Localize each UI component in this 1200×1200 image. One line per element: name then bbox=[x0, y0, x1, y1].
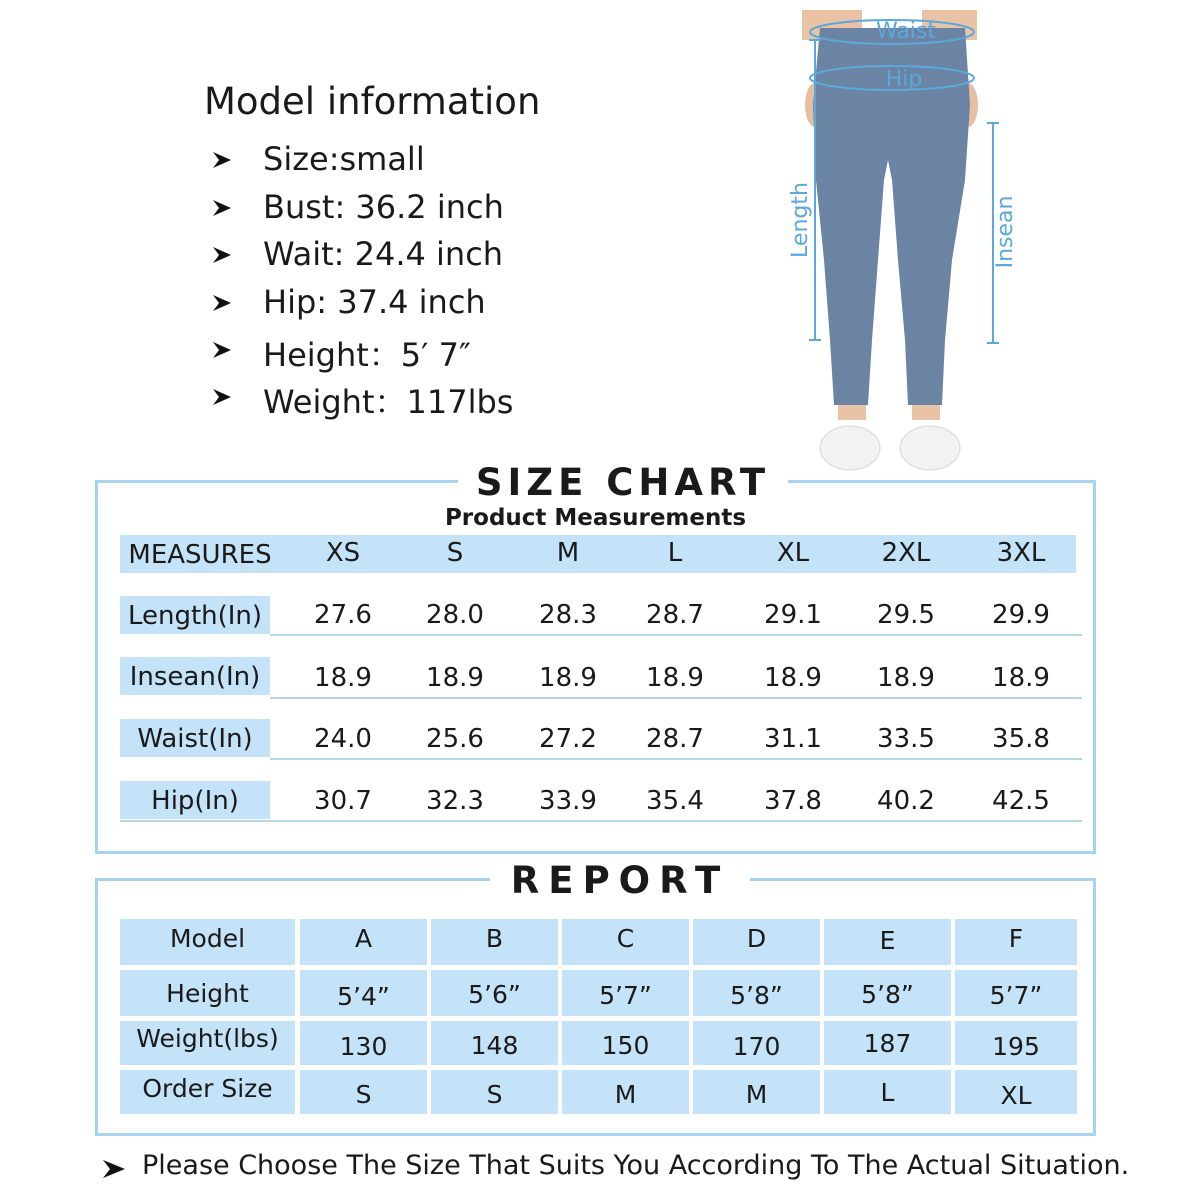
report-cell: 148 bbox=[431, 1021, 558, 1065]
table-cell: 42.5 bbox=[992, 786, 1050, 816]
table-cell: 40.2 bbox=[877, 786, 935, 816]
header-size-l: L bbox=[667, 538, 683, 568]
table-cell: 32.3 bbox=[426, 786, 484, 816]
header-size-2xl: 2XL bbox=[881, 538, 931, 568]
report-cell: S bbox=[431, 1070, 558, 1114]
report-cell: F bbox=[955, 919, 1077, 965]
table-cell: 28.7 bbox=[646, 724, 704, 754]
row-label-waist: Waist(In) bbox=[120, 719, 270, 757]
report-cell: M bbox=[562, 1070, 689, 1114]
row-divider bbox=[120, 820, 1082, 822]
model-info-title: Model information bbox=[204, 80, 541, 123]
report-cell: 187 bbox=[824, 1021, 951, 1065]
report-cell: D bbox=[693, 919, 820, 965]
arrow-bullet-icon bbox=[212, 340, 232, 360]
header-size-xs: XS bbox=[325, 538, 361, 568]
report-cell: C bbox=[562, 919, 689, 965]
header-size-s: S bbox=[446, 538, 464, 568]
row-label-length: Length(In) bbox=[120, 596, 270, 634]
table-cell: 33.9 bbox=[539, 786, 597, 816]
size-chart-subtitle: Product Measurements bbox=[444, 505, 747, 531]
report-cell: 195 bbox=[955, 1021, 1077, 1065]
report-cell: A bbox=[300, 919, 427, 965]
report-cell: L bbox=[824, 1070, 951, 1114]
leggings-model-image bbox=[780, 10, 1040, 472]
table-cell: 29.9 bbox=[992, 600, 1050, 630]
table-cell: 18.9 bbox=[764, 663, 822, 693]
table-cell: 30.7 bbox=[314, 786, 372, 816]
waist-label: Waist bbox=[875, 19, 937, 44]
table-cell: 28.3 bbox=[539, 600, 597, 630]
arrow-bullet-icon bbox=[212, 150, 232, 170]
table-cell: 24.0 bbox=[314, 724, 372, 754]
header-measures: MEASURES bbox=[128, 540, 272, 570]
table-cell: 27.6 bbox=[314, 600, 372, 630]
table-cell: 18.9 bbox=[539, 663, 597, 693]
report-cell: XL bbox=[955, 1070, 1077, 1114]
report-label-model: Model bbox=[120, 919, 295, 965]
sneakers bbox=[820, 426, 960, 470]
arrow-bullet-icon bbox=[212, 198, 232, 218]
table-cell: 33.5 bbox=[877, 724, 935, 754]
table-cell: 29.5 bbox=[877, 600, 935, 630]
table-cell: 31.1 bbox=[764, 724, 822, 754]
report-panel bbox=[95, 859, 1096, 1136]
table-cell: 37.8 bbox=[764, 786, 822, 816]
arrow-bullet-icon bbox=[212, 245, 232, 265]
row-divider bbox=[270, 697, 1082, 699]
table-cell: 25.6 bbox=[426, 724, 484, 754]
report-label-order-size: Order Size bbox=[120, 1070, 295, 1114]
report-cell: S bbox=[300, 1070, 427, 1114]
arrow-bullet-icon bbox=[212, 387, 232, 407]
hip-label: Hip bbox=[885, 67, 923, 92]
report-cell: 5’6” bbox=[431, 970, 558, 1016]
report-cell: 5’4” bbox=[300, 970, 427, 1016]
length-label: Length bbox=[788, 182, 813, 258]
report-label-weight: Weight(lbs) bbox=[120, 1021, 295, 1065]
table-cell: 18.9 bbox=[314, 663, 372, 693]
report-label-height: Height bbox=[120, 970, 295, 1016]
header-size-3xl: 3XL bbox=[996, 538, 1046, 568]
report-cell: 5’8” bbox=[693, 970, 820, 1016]
report-cell: 150 bbox=[562, 1021, 689, 1065]
row-divider bbox=[270, 634, 1082, 636]
header-size-m: M bbox=[556, 538, 580, 568]
report-cell: E bbox=[824, 919, 951, 965]
row-divider bbox=[270, 758, 1082, 760]
insean-label: Insean bbox=[993, 195, 1018, 269]
header-size-xl: XL bbox=[776, 538, 810, 568]
report-cell: 170 bbox=[693, 1021, 820, 1065]
table-cell: 28.7 bbox=[646, 600, 704, 630]
row-label-hip: Hip(In) bbox=[120, 781, 270, 819]
table-cell: 27.2 bbox=[539, 724, 597, 754]
size-chart-title: SIZE CHART bbox=[458, 461, 788, 505]
report-cell: 130 bbox=[300, 1021, 427, 1065]
table-cell: 18.9 bbox=[992, 663, 1050, 693]
table-cell: 29.1 bbox=[764, 600, 822, 630]
report-cell: 5’7” bbox=[955, 970, 1077, 1016]
report-cell: 5’8” bbox=[824, 970, 951, 1016]
table-cell: 35.8 bbox=[992, 724, 1050, 754]
row-label-insean: Insean(In) bbox=[120, 657, 270, 695]
table-cell: 28.0 bbox=[426, 600, 484, 630]
arrow-bullet-icon bbox=[212, 293, 232, 313]
table-cell: 18.9 bbox=[646, 663, 704, 693]
report-cell: 5’7” bbox=[562, 970, 689, 1016]
report-title: REPORT bbox=[490, 859, 750, 903]
report-cell: B bbox=[431, 919, 558, 965]
report-cell: M bbox=[693, 1070, 820, 1114]
table-cell: 18.9 bbox=[426, 663, 484, 693]
table-cell: 18.9 bbox=[877, 663, 935, 693]
size-chart-panel bbox=[95, 461, 1096, 854]
table-cell: 35.4 bbox=[646, 786, 704, 816]
arrow-bullet-icon bbox=[102, 1159, 126, 1179]
